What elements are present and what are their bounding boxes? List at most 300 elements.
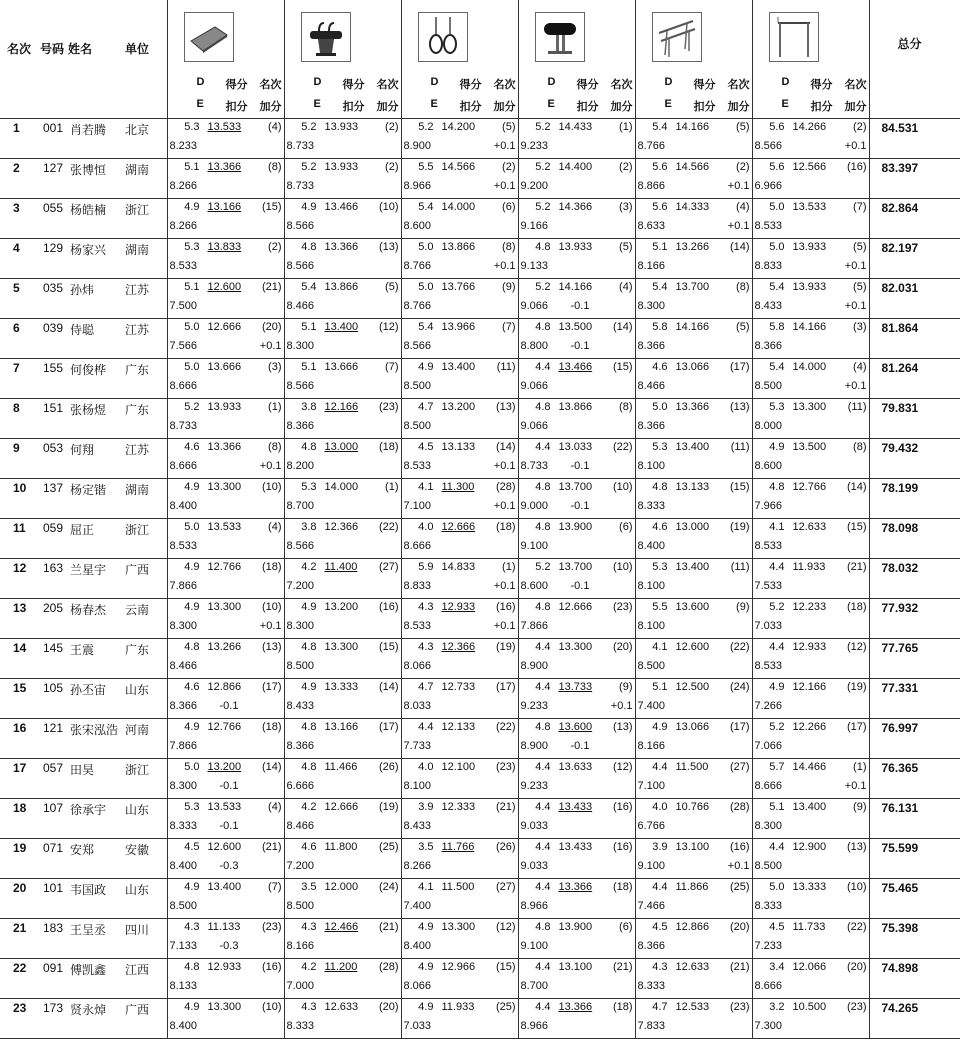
e-score: 8.466 (169, 660, 198, 672)
e-score: 8.266 (169, 220, 198, 232)
apparatus-cell (635, 279, 752, 319)
apparatus-rank: (21) (261, 841, 282, 853)
apparatus-rank: (16) (729, 841, 750, 853)
score: 13.266 (207, 641, 242, 653)
d-score: 4.4 (769, 561, 785, 573)
apparatus-rank: (22) (612, 441, 633, 453)
score: 12.000 (324, 881, 359, 893)
e-score: 8.533 (403, 460, 432, 472)
total-cell (869, 479, 960, 519)
apparatus-rank: (3) (268, 361, 282, 373)
e-score: 7.233 (754, 940, 783, 952)
apparatus-cell (518, 479, 635, 519)
score: 14.166 (558, 281, 593, 293)
apparatus-rank: (5) (385, 281, 399, 293)
score: 14.000 (324, 481, 359, 493)
athlete-unit: 广东 (125, 363, 150, 377)
apparatus-rank: (28) (378, 961, 399, 973)
total-cell (869, 599, 960, 639)
apparatus-cell (284, 799, 401, 839)
bonus: +0.1 (259, 340, 282, 352)
e-score: 8.566 (286, 540, 315, 552)
athlete-unit: 云南 (125, 603, 150, 617)
apparatus-rank: (27) (378, 561, 399, 573)
total-score: 81.864 (881, 321, 919, 335)
apparatus-rank: (14) (261, 761, 282, 773)
e-score: 9.033 (520, 860, 549, 872)
bonus: +0.1 (610, 700, 633, 712)
rank-value: 12 (13, 561, 27, 575)
score: 13.600 (558, 721, 593, 733)
e-score: 8.033 (403, 700, 432, 712)
apparatus-cell (401, 119, 518, 159)
d-score: 5.0 (769, 201, 785, 213)
e-score: 7.100 (403, 500, 432, 512)
athlete-number: 127 (43, 161, 64, 175)
d-score: 4.1 (418, 881, 434, 893)
d-header: D (313, 76, 322, 88)
e-score: 8.600 (403, 220, 432, 232)
apparatus-rank: (17) (261, 681, 282, 693)
d-score: 4.6 (184, 681, 200, 693)
e-score: 8.766 (403, 300, 432, 312)
e-score: 8.433 (754, 300, 783, 312)
d-score: 5.4 (769, 281, 785, 293)
d-score: 5.0 (418, 241, 434, 253)
apparatus-cell (518, 199, 635, 239)
apparatus-rank: (8) (853, 441, 867, 453)
apparatus-cell (518, 919, 635, 959)
e-score: 8.300 (754, 820, 783, 832)
apparatus-cell (635, 319, 752, 359)
e-score: 8.500 (403, 380, 432, 392)
athlete-unit: 四川 (125, 923, 150, 937)
apparatus-rank: (20) (378, 1001, 399, 1013)
apparatus-rank: (14) (378, 681, 399, 693)
apparatus-cell (752, 239, 869, 279)
score: 13.866 (324, 281, 359, 293)
e-score: 8.533 (403, 620, 432, 632)
e-score: 8.300 (286, 340, 315, 352)
apparatus-rank: (10) (612, 481, 633, 493)
bonus-header: 加分 (610, 101, 633, 113)
d-score: 4.4 (535, 881, 551, 893)
d-score: 4.9 (301, 201, 317, 213)
d-score: 5.1 (301, 361, 317, 373)
d-score: 5.4 (418, 201, 434, 213)
athlete-number: 053 (43, 441, 64, 455)
table-row (0, 399, 960, 439)
d-score: 5.0 (418, 281, 434, 293)
apparatus-cell (635, 999, 752, 1039)
total-score: 76.365 (881, 761, 919, 775)
apparatus-rank: (2) (385, 161, 399, 173)
score: 13.200 (324, 601, 359, 613)
e-score: 9.233 (520, 140, 549, 152)
d-score: 5.0 (769, 241, 785, 253)
d-score: 5.0 (652, 401, 668, 413)
apparatus-cell (167, 759, 284, 799)
d-score: 5.0 (184, 761, 200, 773)
apparatus-cell (752, 759, 869, 799)
apparatus-cell (401, 799, 518, 839)
e-score: 9.000 (520, 500, 549, 512)
table-row (0, 679, 960, 719)
d-score: 5.2 (184, 401, 200, 413)
bonus-header: 加分 (727, 101, 750, 113)
e-score: 8.100 (637, 580, 666, 592)
score-header: 得分 (342, 79, 365, 91)
apparatus-cell (401, 839, 518, 879)
apparatus-cell (167, 959, 284, 999)
score: 11.300 (441, 481, 475, 493)
d-score: 5.6 (769, 161, 785, 173)
apparatus-cell (401, 919, 518, 959)
table-row (0, 599, 960, 639)
apparatus-rank: (19) (378, 801, 399, 813)
e-score: 7.100 (637, 780, 666, 792)
score: 13.766 (441, 281, 476, 293)
apparatus-cell (518, 239, 635, 279)
apparatus-rank: (6) (619, 921, 633, 933)
score: 13.933 (558, 241, 593, 253)
e-header: E (196, 98, 204, 110)
apparatus-cell (401, 479, 518, 519)
d-score: 5.7 (769, 761, 785, 773)
apparatus-cell (401, 599, 518, 639)
apparatus-rank: (10) (261, 601, 282, 613)
table-row (0, 359, 960, 399)
score: 13.666 (324, 361, 359, 373)
d-score: 3.9 (418, 801, 434, 813)
athlete-name: 杨皓楠 (70, 203, 107, 217)
total-cell (869, 199, 960, 239)
score: 13.366 (675, 401, 710, 413)
score: 13.433 (558, 841, 593, 853)
apparatus-rank: (9) (619, 681, 633, 693)
athlete-number: 173 (43, 1001, 64, 1015)
e-score: 9.066 (520, 300, 549, 312)
apparatus-rank: (11) (730, 441, 750, 453)
horizontal-bar-icon (769, 12, 819, 62)
apparatus-rank: (8) (736, 281, 750, 293)
athlete-number: 183 (43, 921, 64, 935)
rank-value: 14 (13, 641, 27, 655)
apparatus-rank: (16) (378, 601, 399, 613)
apparatus-cell (518, 599, 635, 639)
apparatus-rank: (2) (853, 121, 867, 133)
bonus: +0.1 (844, 300, 867, 312)
apparatus-rank: (9) (502, 281, 516, 293)
score: 14.833 (441, 561, 476, 573)
apparatus-cell (752, 199, 869, 239)
e-score: 7.033 (754, 620, 783, 632)
d-score: 4.8 (184, 641, 200, 653)
e-score: 7.833 (637, 1020, 666, 1032)
d-score: 4.8 (535, 401, 551, 413)
e-score: 7.400 (403, 900, 432, 912)
athlete-cell (0, 599, 167, 639)
apparatus-rank: (18) (846, 601, 867, 613)
apparatus-rank: (7) (853, 201, 867, 213)
score-header: 得分 (576, 79, 599, 91)
score: 12.733 (441, 681, 476, 693)
e-score: 7.733 (403, 740, 432, 752)
score: 13.733 (558, 681, 593, 693)
d-score: 5.2 (535, 201, 551, 213)
d-score: 4.9 (418, 1001, 434, 1013)
bonus: +0.1 (493, 500, 516, 512)
apparatus-cell (518, 399, 635, 439)
e-header: E (313, 98, 321, 110)
apparatus-rank: (13) (261, 641, 282, 653)
athlete-number: 071 (43, 841, 64, 855)
d-header: D (664, 76, 673, 88)
pommel-horse-icon (301, 12, 351, 62)
e-score: 8.400 (403, 940, 432, 952)
apparatus-rank: (4) (268, 521, 282, 533)
apparatus-cell (401, 199, 518, 239)
apparatus-rank: (20) (846, 961, 867, 973)
score: 13.500 (792, 441, 827, 453)
deduction: -0.3 (219, 860, 239, 872)
apparatus-cell (167, 679, 284, 719)
d-score: 4.4 (535, 641, 551, 653)
rank-value: 21 (13, 921, 27, 935)
score: 12.100 (441, 761, 476, 773)
score: 13.300 (207, 601, 242, 613)
d-score: 3.5 (418, 841, 434, 853)
apparatus-rank: (24) (729, 681, 750, 693)
athlete-name: 韦国政 (70, 883, 107, 897)
score: 12.633 (675, 961, 710, 973)
bonus-header: 加分 (844, 101, 867, 113)
rank-value: 23 (13, 1001, 27, 1015)
d-score: 3.4 (769, 961, 785, 973)
apparatus-rank: (9) (736, 601, 750, 613)
apparatus-rank: (16) (612, 841, 633, 853)
apparatus-rank: (12) (378, 321, 399, 333)
e-score: 8.533 (754, 220, 783, 232)
header-parallel-bars (635, 0, 752, 119)
apparatus-rank: (14) (612, 321, 633, 333)
apparatus-rank: (10) (261, 1001, 282, 1013)
d-score: 4.4 (535, 1001, 551, 1013)
bonus: +0.1 (493, 260, 516, 272)
d-score: 4.5 (184, 841, 200, 853)
e-score: 7.300 (754, 1020, 783, 1032)
athlete-number: 059 (43, 521, 64, 535)
deduction: -0.1 (219, 820, 239, 832)
deduction: -0.1 (570, 500, 590, 512)
total-score: 77.765 (881, 641, 919, 655)
d-score: 5.0 (769, 881, 785, 893)
apparatus-cell (518, 559, 635, 599)
athlete-name: 田昊 (70, 763, 95, 777)
header-row (0, 0, 960, 119)
e-score: 7.566 (169, 340, 198, 352)
apparatus-rank: (4) (619, 281, 633, 293)
d-score: 5.0 (184, 361, 200, 373)
d-score: 5.5 (652, 601, 668, 613)
total-cell (869, 799, 960, 839)
apparatus-cell (752, 359, 869, 399)
table-row (0, 639, 960, 679)
athlete-name: 杨定锴 (70, 483, 107, 497)
table-row (0, 279, 960, 319)
e-score: 8.466 (286, 820, 315, 832)
score: 12.666 (441, 521, 476, 533)
score: 11.400 (324, 561, 358, 573)
score: 12.600 (207, 281, 242, 293)
apparatus-cell (635, 439, 752, 479)
d-score: 5.2 (769, 721, 785, 733)
score: 13.366 (558, 881, 593, 893)
athlete-cell (0, 559, 167, 599)
athlete-unit: 浙江 (125, 203, 150, 217)
floor-exercise-icon (184, 12, 234, 62)
e-score: 8.733 (169, 420, 198, 432)
rank-value: 17 (13, 761, 27, 775)
score: 13.366 (324, 241, 359, 253)
score: 13.866 (558, 401, 593, 413)
e-score: 8.000 (754, 420, 783, 432)
apparatus-rank: (18) (378, 441, 399, 453)
table-row (0, 159, 960, 199)
header-horizontal-bar (752, 0, 869, 119)
rank-value: 20 (13, 881, 27, 895)
apparatus-cell (401, 359, 518, 399)
apparatus-rank: (26) (495, 841, 516, 853)
athlete-number: 145 (43, 641, 64, 655)
apparatus-cell (518, 639, 635, 679)
athlete-name: 王震 (70, 643, 95, 657)
apparatus-rank: (5) (619, 241, 633, 253)
score: 12.766 (207, 721, 242, 733)
e-score: 7.500 (169, 300, 198, 312)
d-score: 5.1 (301, 321, 317, 333)
apparatus-cell (167, 559, 284, 599)
apparatus-rank: (11) (730, 561, 750, 573)
d-score: 4.9 (418, 921, 434, 933)
e-score: 8.100 (637, 460, 666, 472)
deduction-header: 扣分 (459, 101, 482, 113)
apparatus-rank: (5) (853, 241, 867, 253)
score: 13.466 (324, 201, 359, 213)
score: 13.366 (558, 1001, 593, 1013)
e-score: 8.366 (754, 340, 783, 352)
d-header: D (196, 76, 205, 88)
athlete-number: 035 (43, 281, 64, 295)
apparatus-cell (284, 279, 401, 319)
apparatus-rank: (13) (495, 401, 516, 413)
score: 13.666 (207, 361, 242, 373)
d-score: 4.3 (184, 921, 200, 933)
apparatus-cell (518, 999, 635, 1039)
apparatus-cell (401, 679, 518, 719)
apparatus-cell (401, 439, 518, 479)
d-score: 4.2 (301, 961, 317, 973)
e-score: 8.366 (637, 420, 666, 432)
e-score: 8.966 (403, 180, 432, 192)
athlete-unit: 江西 (125, 963, 150, 977)
apparatus-cell (518, 759, 635, 799)
score: 13.866 (441, 241, 476, 253)
apparatus-cell (401, 559, 518, 599)
score: 13.166 (324, 721, 359, 733)
score: 12.933 (792, 641, 827, 653)
apparatus-rank: (1) (268, 401, 282, 413)
unit-header: 单位 (125, 42, 150, 56)
score: 14.000 (441, 201, 476, 213)
apparatus-cell (167, 719, 284, 759)
e-score: 9.100 (520, 540, 549, 552)
apparatus-rank: (1) (853, 761, 867, 773)
deduction: -0.1 (570, 460, 590, 472)
apparatus-cell (284, 719, 401, 759)
score: 13.366 (207, 441, 242, 453)
total-cell (869, 959, 960, 999)
athlete-cell (0, 719, 167, 759)
total-cell (869, 119, 960, 159)
apparatus-rank: (14) (495, 441, 516, 453)
apparatus-rank: (21) (495, 801, 516, 813)
d-score: 4.5 (418, 441, 434, 453)
athlete-unit: 广西 (125, 1003, 150, 1017)
athlete-unit: 浙江 (125, 523, 150, 537)
score: 13.933 (207, 401, 242, 413)
e-score: 8.666 (169, 380, 198, 392)
apparatus-rank: (17) (729, 721, 750, 733)
score: 13.400 (675, 441, 710, 453)
d-score: 4.7 (652, 1001, 668, 1013)
score: 13.333 (324, 681, 359, 693)
athlete-unit: 河南 (125, 723, 150, 737)
d-score: 4.6 (184, 441, 200, 453)
header-pommel (284, 0, 401, 119)
apparatus-rank: (25) (378, 841, 399, 853)
score: 13.033 (558, 441, 593, 453)
athlete-name: 孙丕宙 (70, 683, 107, 697)
apparatus-rank: (26) (378, 761, 399, 773)
e-score: 8.766 (403, 260, 432, 272)
e-score: 6.766 (637, 820, 666, 832)
apparatus-rank: (19) (846, 681, 867, 693)
score: 13.300 (324, 641, 359, 653)
apparatus-cell (752, 559, 869, 599)
e-score: 8.100 (403, 780, 432, 792)
score: 12.600 (207, 841, 242, 853)
score: 12.166 (324, 401, 359, 413)
apparatus-cell (635, 599, 752, 639)
apparatus-cell (284, 559, 401, 599)
apparatus-cell (518, 679, 635, 719)
score: 12.333 (441, 801, 476, 813)
apparatus-cell (752, 879, 869, 919)
total-score: 74.898 (881, 961, 919, 975)
apparatus-cell (401, 959, 518, 999)
deduction: -0.1 (570, 580, 590, 592)
apparatus-cell (752, 319, 869, 359)
apparatus-rank: (25) (729, 881, 750, 893)
athlete-cell (0, 359, 167, 399)
e-score: 8.533 (754, 660, 783, 672)
apparatus-rank: (2) (385, 121, 399, 133)
score: 14.433 (558, 121, 593, 133)
apparatus-cell (167, 519, 284, 559)
score: 12.866 (675, 921, 710, 933)
d-score: 5.2 (535, 561, 551, 573)
